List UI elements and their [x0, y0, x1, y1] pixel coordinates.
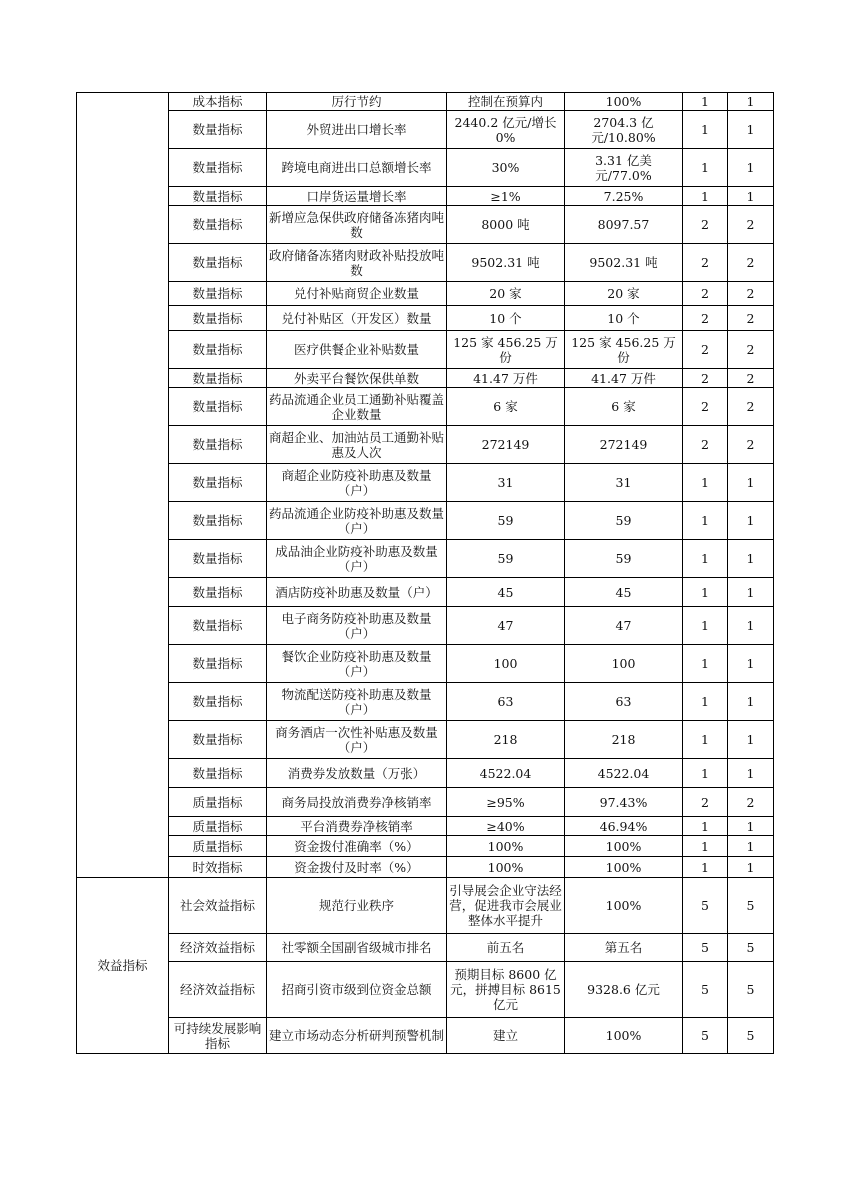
- table-row: [77, 282, 774, 306]
- indicator-name: 商超企业防疫补助惠及数量（户）: [267, 464, 447, 502]
- score-value: 1: [728, 721, 774, 759]
- benefit-group-label: 效益指标: [77, 878, 169, 1054]
- indicator-category: 数量指标: [169, 149, 267, 187]
- indicator-name: 电子商务防疫补助惠及数量（户）: [267, 607, 447, 645]
- indicator-category: 数量指标: [169, 464, 267, 502]
- actual-value: 100: [565, 645, 683, 683]
- indicator-name: 建立市场动态分析研判预警机制: [267, 1018, 447, 1054]
- indicator-name: 社零额全国副省级城市排名: [267, 934, 447, 962]
- score-value: 2: [728, 426, 774, 464]
- target-value: 2440.2 亿元/增长 0%: [447, 111, 565, 149]
- actual-value: 10 个: [565, 306, 683, 331]
- indicator-name: 资金拨付准确率（%）: [267, 836, 447, 857]
- score-value: 1: [728, 149, 774, 187]
- table-row: [77, 464, 774, 502]
- weight-value: 1: [683, 93, 728, 111]
- score-value: 5: [728, 962, 774, 1018]
- table-row: [77, 331, 774, 369]
- actual-value: 9328.6 亿元: [565, 962, 683, 1018]
- table-row: [77, 645, 774, 683]
- indicator-name: 医疗供餐企业补贴数量: [267, 331, 447, 369]
- actual-value: 9502.31 吨: [565, 244, 683, 282]
- actual-value: 46.94%: [565, 817, 683, 836]
- actual-value: 47: [565, 607, 683, 645]
- indicator-category: 数量指标: [169, 578, 267, 607]
- indicator-category: 数量指标: [169, 111, 267, 149]
- score-value: 1: [728, 836, 774, 857]
- score-value: 1: [728, 502, 774, 540]
- performance-indicator-table: [76, 92, 774, 1054]
- indicator-name: 跨境电商进出口总额增长率: [267, 149, 447, 187]
- indicator-category: 数量指标: [169, 759, 267, 788]
- indicator-category: 成本指标: [169, 93, 267, 111]
- weight-value: 5: [683, 1018, 728, 1054]
- target-value: 8000 吨: [447, 206, 565, 244]
- target-value: 59: [447, 502, 565, 540]
- indicator-category: 数量指标: [169, 645, 267, 683]
- weight-value: 2: [683, 788, 728, 817]
- weight-value: 1: [683, 464, 728, 502]
- actual-value: 100%: [565, 857, 683, 878]
- indicator-name: 物流配送防疫补助惠及数量（户）: [267, 683, 447, 721]
- actual-value: 31: [565, 464, 683, 502]
- table-row: [77, 206, 774, 244]
- actual-value: 100%: [565, 878, 683, 934]
- table-row: [77, 426, 774, 464]
- table-row: [77, 578, 774, 607]
- score-value: 2: [728, 331, 774, 369]
- indicator-category: 质量指标: [169, 836, 267, 857]
- actual-value: 218: [565, 721, 683, 759]
- weight-value: 1: [683, 149, 728, 187]
- indicator-name: 平台消费券净核销率: [267, 817, 447, 836]
- target-value: 272149: [447, 426, 565, 464]
- score-value: 2: [728, 206, 774, 244]
- weight-value: 1: [683, 683, 728, 721]
- weight-value: 2: [683, 388, 728, 426]
- target-value: 前五名: [447, 934, 565, 962]
- indicator-category: 数量指标: [169, 244, 267, 282]
- indicator-category: 数量指标: [169, 683, 267, 721]
- target-value: 控制在预算内: [447, 93, 565, 111]
- indicator-category: 时效指标: [169, 857, 267, 878]
- weight-value: 2: [683, 282, 728, 306]
- table-row: [77, 149, 774, 187]
- target-value: 59: [447, 540, 565, 578]
- indicator-name: 招商引资市级到位资金总额: [267, 962, 447, 1018]
- table-row: [77, 93, 774, 111]
- table-row: [77, 962, 774, 1018]
- indicator-name: 规范行业秩序: [267, 878, 447, 934]
- table-row: [77, 683, 774, 721]
- target-value: 218: [447, 721, 565, 759]
- indicator-category: 数量指标: [169, 721, 267, 759]
- actual-value: 7.25%: [565, 187, 683, 206]
- indicator-category: 数量指标: [169, 502, 267, 540]
- score-value: 2: [728, 388, 774, 426]
- target-value: 125 家 456.25 万份: [447, 331, 565, 369]
- indicator-category: 数量指标: [169, 607, 267, 645]
- target-value: 47: [447, 607, 565, 645]
- score-value: 5: [728, 878, 774, 934]
- weight-value: 2: [683, 244, 728, 282]
- output-group-cell: [77, 93, 169, 878]
- table-row: [77, 878, 774, 934]
- indicator-category: 数量指标: [169, 369, 267, 388]
- target-value: 45: [447, 578, 565, 607]
- score-value: 1: [728, 111, 774, 149]
- indicator-name: 餐饮企业防疫补助惠及数量（户）: [267, 645, 447, 683]
- indicator-category: 数量指标: [169, 426, 267, 464]
- target-value: 31: [447, 464, 565, 502]
- table-row: [77, 306, 774, 331]
- weight-value: 2: [683, 331, 728, 369]
- table-row: [77, 857, 774, 878]
- table-row: [77, 721, 774, 759]
- actual-value: 3.31 亿美元/77.0%: [565, 149, 683, 187]
- actual-value: 100%: [565, 836, 683, 857]
- weight-value: 2: [683, 206, 728, 244]
- indicator-name: 厉行节约: [267, 93, 447, 111]
- actual-value: 6 家: [565, 388, 683, 426]
- actual-value: 100%: [565, 93, 683, 111]
- actual-value: 97.43%: [565, 788, 683, 817]
- weight-value: 1: [683, 187, 728, 206]
- table-row: [77, 388, 774, 426]
- score-value: 1: [728, 187, 774, 206]
- weight-value: 1: [683, 857, 728, 878]
- indicator-name: 药品流通企业员工通勤补贴覆盖企业数量: [267, 388, 447, 426]
- actual-value: 272149: [565, 426, 683, 464]
- score-value: 1: [728, 645, 774, 683]
- indicator-name: 资金拨付及时率（%）: [267, 857, 447, 878]
- actual-value: 59: [565, 502, 683, 540]
- target-value: 预期目标 8600 亿元，拼搏目标 8615 亿元: [447, 962, 565, 1018]
- score-value: 5: [728, 934, 774, 962]
- weight-value: 1: [683, 111, 728, 149]
- score-value: 1: [728, 464, 774, 502]
- indicator-name: 兑付补贴区（开发区）数量: [267, 306, 447, 331]
- weight-value: 1: [683, 817, 728, 836]
- weight-value: 1: [683, 645, 728, 683]
- actual-value: 45: [565, 578, 683, 607]
- actual-value: 63: [565, 683, 683, 721]
- weight-value: 5: [683, 962, 728, 1018]
- score-value: 1: [728, 93, 774, 111]
- table-row: [77, 369, 774, 388]
- indicator-category: 社会效益指标: [169, 878, 267, 934]
- target-value: ≥1%: [447, 187, 565, 206]
- score-value: 2: [728, 788, 774, 817]
- weight-value: 5: [683, 934, 728, 962]
- indicator-name: 药品流通企业防疫补助惠及数量（户）: [267, 502, 447, 540]
- indicator-name: 商超企业、加油站员工通勤补贴惠及人次: [267, 426, 447, 464]
- target-value: 63: [447, 683, 565, 721]
- weight-value: 1: [683, 607, 728, 645]
- table-row: [77, 244, 774, 282]
- target-value: 引导展会企业守法经营，促进我市会展业整体水平提升: [447, 878, 565, 934]
- indicator-category: 数量指标: [169, 388, 267, 426]
- actual-value: 41.47 万件: [565, 369, 683, 388]
- table-row: [77, 607, 774, 645]
- target-value: 20 家: [447, 282, 565, 306]
- actual-value: 2704.3 亿元/10.80%: [565, 111, 683, 149]
- target-value: 100: [447, 645, 565, 683]
- score-value: 1: [728, 759, 774, 788]
- indicator-category: 数量指标: [169, 206, 267, 244]
- weight-value: 5: [683, 878, 728, 934]
- target-value: 9502.31 吨: [447, 244, 565, 282]
- indicator-name: 政府储备冻猪肉财政补贴投放吨数: [267, 244, 447, 282]
- indicator-name: 消费券发放数量（万张）: [267, 759, 447, 788]
- indicator-category: 质量指标: [169, 788, 267, 817]
- indicator-name: 成品油企业防疫补助惠及数量（户）: [267, 540, 447, 578]
- target-value: 6 家: [447, 388, 565, 426]
- weight-value: 1: [683, 502, 728, 540]
- score-value: 2: [728, 282, 774, 306]
- score-value: 1: [728, 683, 774, 721]
- actual-value: 8097.57: [565, 206, 683, 244]
- table-row: [77, 540, 774, 578]
- actual-value: 100%: [565, 1018, 683, 1054]
- target-value: 100%: [447, 836, 565, 857]
- score-value: 2: [728, 306, 774, 331]
- score-value: 1: [728, 857, 774, 878]
- table-row: [77, 187, 774, 206]
- score-value: 5: [728, 1018, 774, 1054]
- indicator-name: 外贸进出口增长率: [267, 111, 447, 149]
- indicator-name: 新增应急保供政府储备冻猪肉吨数: [267, 206, 447, 244]
- score-value: 1: [728, 578, 774, 607]
- indicator-name: 商务酒店一次性补贴惠及数量（户）: [267, 721, 447, 759]
- indicator-name: 外卖平台餐饮保供单数: [267, 369, 447, 388]
- indicator-category: 数量指标: [169, 331, 267, 369]
- table-row: [77, 502, 774, 540]
- indicator-category: 数量指标: [169, 306, 267, 331]
- indicator-category: 经济效益指标: [169, 934, 267, 962]
- indicator-category: 质量指标: [169, 817, 267, 836]
- indicator-category: 数量指标: [169, 282, 267, 306]
- indicator-name: 酒店防疫补助惠及数量（户）: [267, 578, 447, 607]
- indicator-category: 数量指标: [169, 187, 267, 206]
- target-value: 4522.04: [447, 759, 565, 788]
- weight-value: 2: [683, 426, 728, 464]
- weight-value: 1: [683, 836, 728, 857]
- actual-value: 第五名: [565, 934, 683, 962]
- target-value: 10 个: [447, 306, 565, 331]
- table-row: [77, 1018, 774, 1054]
- actual-value: 4522.04: [565, 759, 683, 788]
- actual-value: 125 家 456.25 万份: [565, 331, 683, 369]
- table-row: [77, 817, 774, 836]
- table-row: [77, 934, 774, 962]
- indicator-name: 口岸货运量增长率: [267, 187, 447, 206]
- weight-value: 1: [683, 578, 728, 607]
- weight-value: 2: [683, 369, 728, 388]
- target-value: 30%: [447, 149, 565, 187]
- weight-value: 1: [683, 540, 728, 578]
- indicator-category: 可持续发展影响指标: [169, 1018, 267, 1054]
- target-value: ≥40%: [447, 817, 565, 836]
- target-value: 建立: [447, 1018, 565, 1054]
- table-row: [77, 759, 774, 788]
- indicator-name: 兑付补贴商贸企业数量: [267, 282, 447, 306]
- weight-value: 1: [683, 721, 728, 759]
- target-value: ≥95%: [447, 788, 565, 817]
- table-row: [77, 111, 774, 149]
- score-value: 1: [728, 540, 774, 578]
- score-value: 2: [728, 244, 774, 282]
- actual-value: 20 家: [565, 282, 683, 306]
- table-row: [77, 836, 774, 857]
- score-value: 2: [728, 369, 774, 388]
- table-row: [77, 788, 774, 817]
- score-value: 1: [728, 607, 774, 645]
- score-value: 1: [728, 817, 774, 836]
- indicator-name: 商务局投放消费券净核销率: [267, 788, 447, 817]
- indicator-category: 数量指标: [169, 540, 267, 578]
- indicator-category: 经济效益指标: [169, 962, 267, 1018]
- target-value: 100%: [447, 857, 565, 878]
- actual-value: 59: [565, 540, 683, 578]
- weight-value: 2: [683, 306, 728, 331]
- weight-value: 1: [683, 759, 728, 788]
- target-value: 41.47 万件: [447, 369, 565, 388]
